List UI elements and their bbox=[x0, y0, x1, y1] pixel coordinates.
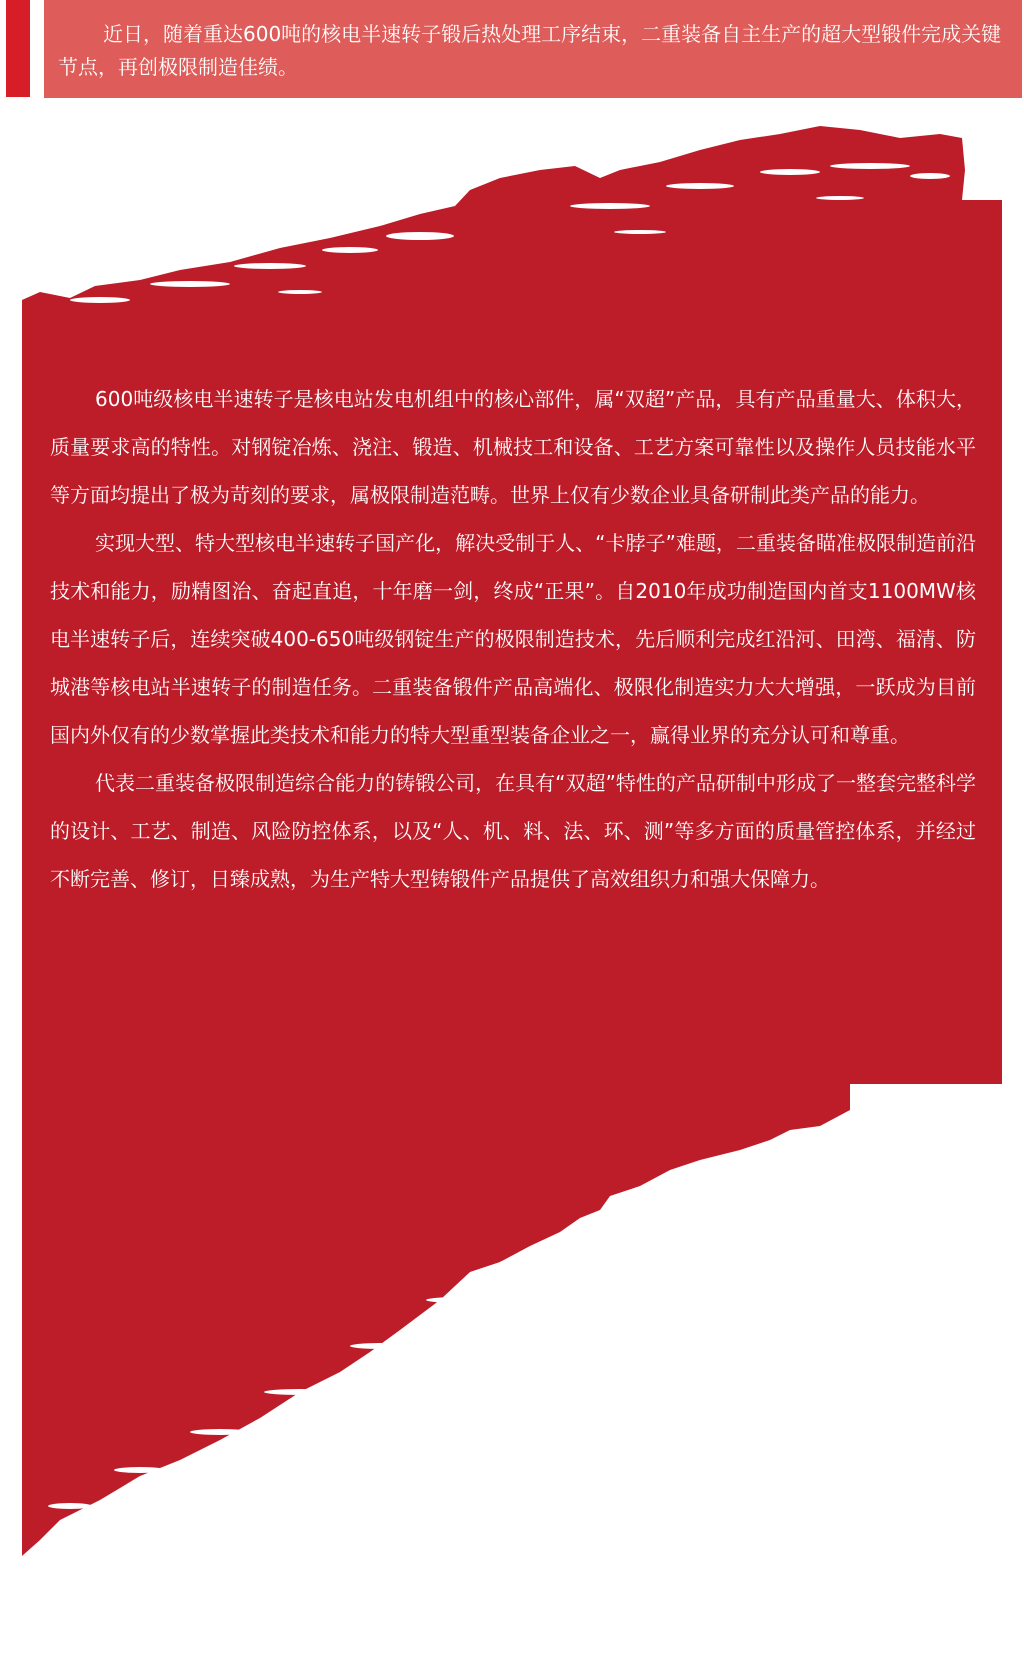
article-body bbox=[50, 375, 976, 903]
paragraph: 代表二重装备极限制造综合能力的铸锻公司，在具有“双超”特性的产品研制中形成了一整套完整科学的设计、工艺、制造、风险防控体系，以及“人、机、料、法、环、测”等多方面的质量管控体系，并经过不断完善、修订，日臻成熟，为生产特大型铸锻件产品提供了高效组织力和强大保障力。 bbox=[50, 771, 976, 891]
intro-text: 近日，随着重达600吨的核电半速转子锻后热处理工序结束，二重装备自主生产的超大型锻件完成关键节点，再创极限制造佳绩。 bbox=[58, 22, 1002, 79]
paragraph: 600吨级核电半速转子是核电站发电机组中的核心部件，属“双超”产品，具有产品重量大、体积大，质量要求高的特性。对钢锭冶炼、浇注、锻造、机械技工和设备、工艺方案可靠性以及操作人员技能水平等方面均提出了极为苛刻的要求，属极限制造范畴。世界上仅有少数企业具备研制此类产品的能力。 bbox=[50, 387, 976, 507]
paragraph: 实现大型、特大型核电半速转子国产化，解决受制于人、“卡脖子”难题，二重装备瞄准极限制造前沿技术和能力，励精图治、奋起直追，十年磨一剑，终成“正果”。自2010年成功制造国内首支1100MW核电半速转子后，连续突破400-650吨级钢锭生产的极限制造技术，先后顺利完成红沿河、田湾、福清、防城港等核电站半速转子的制造任务。二重装备锻件产品高端化、极限化制造实力大大增强，一跃成为目前国内外仅有的少数掌握此类技术和能力的特大型重型装备企业之一，赢得业界的充分认可和尊重。 bbox=[50, 531, 976, 747]
